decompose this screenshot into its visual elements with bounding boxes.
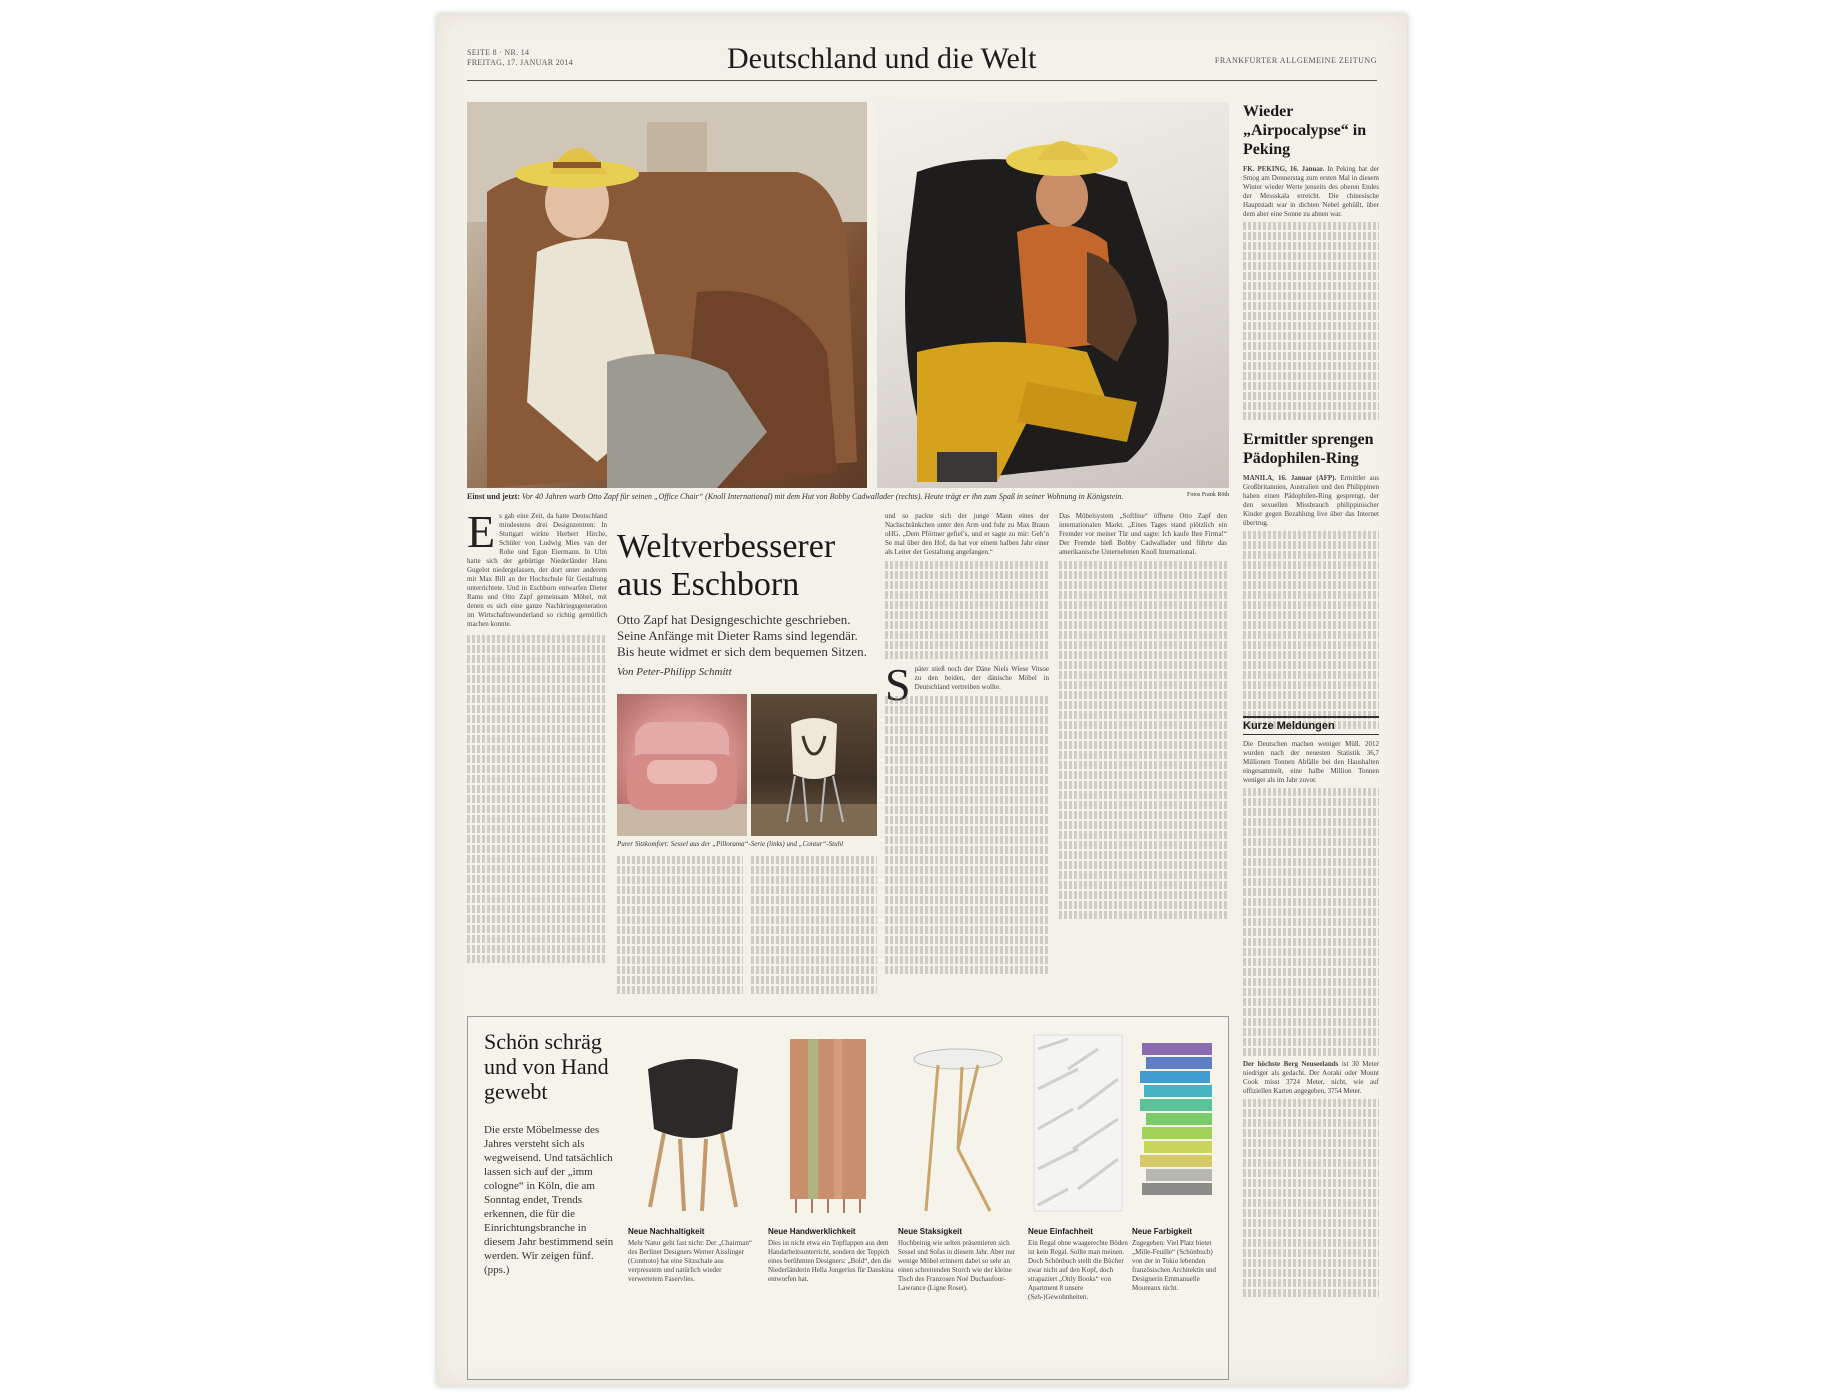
article-column-3 <box>751 856 877 1006</box>
short-news-header: Kurze Meldungen <box>1243 716 1379 735</box>
box-intro: Die erste Möbelmesse des Jahres versteht sich als wegweisend. Und tatsächlich lassen sich auf der „imm cologne“ in Köln, die am Sonntag endet, Trends erkennen, die für die Einrichtungsbranche in diesem Jahr bestimmend sein werden. Wir zeigen fünf. (pps.) <box>484 1124 614 1276</box>
section-title: Deutschland und die Welt <box>727 42 1037 75</box>
photo-contur-chair <box>751 694 877 836</box>
photo-otto-zapf-1970s <box>877 102 1229 488</box>
story-1-text: In Peking hat der Smog am Donnerstag zum ersten Mal in diesem Winter wieder Werte jenseits des oberen Endes der Messskala erreicht. Die chinesische Hauptstadt war in dichten Nebel gehüllt, über dem aber eine Sonne zu ahnen war. <box>1243 165 1380 218</box>
dateline-2: MANILA, 16. Januar (AFP). <box>1243 474 1337 482</box>
caption-lead: Einst und jetzt: <box>467 492 520 501</box>
photo-credit: Fotos Frank Röth <box>1186 492 1229 498</box>
box-title: Schön schräg und von Hand gewebt <box>484 1029 609 1104</box>
short-news-1: Die Deutschen machen weniger Müll. 2012 wurden nach der neuesten Statistik 36,7 Millionen Tonnen Abfälle bei den Haushalten eingesammelt, eine halbe Million Tonnen weniger als im Jahr zuvor. <box>1243 740 1379 784</box>
product-label-1: Neue Nachhaltigkeit <box>628 1227 705 1236</box>
short-news-column <box>1243 740 1379 1380</box>
dropcap: E <box>467 506 496 557</box>
issue-date: FREITAG, 17. JANUAR 2014 <box>467 58 573 67</box>
dateline-1: FK. PEKING, 16. Januar. <box>1243 165 1325 173</box>
article-column-1 <box>467 506 607 1012</box>
sidebar-headline-2: Ermittler sprengen Pädophilen-Ring <box>1243 431 1374 467</box>
photo-pillorama-chair <box>617 694 747 836</box>
page-info <box>467 48 573 68</box>
masthead-rule <box>467 80 1377 81</box>
article-body-start: s gab eine Zeit, da hatte Deutschland mindestens drei Designzentren: In Stuttgart wirkte Herbert Hirche, Schüler von Ludwig Mies van der Rohe und Egon Eiermann. In Ulm hatte sich der gebürtige Niederländer Hans Gugelot niedergelassen, der dort unter anderem mit Max Bill an der Hochschule für Gestaltung unterrichtete. Und in Eschborn entwarfen Dieter Rams und Otto Zapf gemeinsam Möbel, mit denen es sich eine ganze Nachkriegsgeneration im Wirtschaftswunderland so richtig gemütlich machen konnte. <box>467 512 607 628</box>
product-label-4: Neue Einfachheit <box>1028 1227 1093 1236</box>
sidebar-headline-1: Wieder „Airpocalypse“ in Peking <box>1243 103 1367 158</box>
article-continuation: und so packte sich der junge Mann eines der Nachschränkchen unter den Arm und fuhr zu Max Braun oHG. „Dem Pförtner gefiel’s, und er sagte zu mir: Geh’n Se mal über den Hof, da hat vor einem halben Jahr einer als Leiter der Gestaltung angefangen.“ <box>885 512 1049 556</box>
product-text-1: Mehr Natur geht fast nicht: Der „Chairman“ des Berliner Designers Werner Aisslinger (Conmoto) hat eine Sitzschale aus verpresstem und natürlich wieder verwertetem Faservlies. <box>628 1239 753 1283</box>
article-byline: Von Peter-Philipp Schmitt <box>617 666 732 678</box>
dropcap-2: S <box>885 659 911 710</box>
sidebar-story-2 <box>1243 474 1379 729</box>
sidebar-story-1 <box>1243 165 1379 420</box>
caption-text: Vor 40 Jahren warb Otto Zapf für seinen „Office Chair“ (Knoll International) mit dem Hut von Bobby Cadwallader (rechts). Heute trägt er ihn zum Spaß in seiner Wohnung in Königstein. <box>521 492 1124 501</box>
product-text-2: Dies ist nicht etwa ein Topflappen aus dem Handarbeitsunterricht, sondern der Teppich eines berühmten Designers: „Bold“, den die Niederländerin Hella Jongerius für Danskina entworfen hat. <box>768 1239 894 1283</box>
article-column-5 <box>1059 512 1227 1008</box>
article-subhead: Otto Zapf hat Designgeschichte geschrieben. Seine Anfänge mit Dieter Rams sind legendär. Bis heute widmet er sich dem bequemen Sitzen. <box>617 612 867 659</box>
product-label-5: Neue Farbigkeit <box>1132 1227 1193 1236</box>
article-section-3: Das Möbelsystem „Softline“ öffnete Otto Zapf den internationalen Markt. „Eines Tages stand plötzlich ein Fremder vor meiner Tür und sagte: Ich kaufe Ihre Firma!“ Der Fremde hieß Bobby Cadwallader und führte das amerikanische Unternehmen Knoll International. <box>1059 512 1227 556</box>
product-label-2: Neue Handwerklichkeit <box>768 1227 856 1236</box>
short-news-2-lead: Der höchste Berg Neuseelands <box>1243 1060 1339 1068</box>
photo-caption <box>467 492 1229 501</box>
article-column-4 <box>885 512 1049 1008</box>
product-text-5: Zugegeben: Viel Platz bietet „Mille-Feuille“ (Schönbuch) von der in Tokio lebenden französischen Architektin und Designerin Emmanuelle Moureaux nicht. <box>1132 1239 1216 1292</box>
short-news-2: ist 30 Meter niedriger als gedacht. Der Aoraki oder Mount Cook misst 3724 Meter, nicht, wie auf offiziellen Karten angegeben, 3754 Meter. <box>1243 1060 1380 1095</box>
inset-caption: Purer Sitzkomfort: Sessel aus der „Pillorama“-Serie (links) und „Contur“-Stuhl <box>617 840 844 848</box>
product-text-4: Ein Regal ohne waagerechte Böden ist kein Regal. Sollte man meinen. Doch Schönbuch stellt die Bücher zwar nicht auf den Kopf, doch strapaziert „Only Books“ von Apartment 8 unsere (Seh-)Gewohnheiten. <box>1028 1239 1128 1301</box>
headline-line-1: Weltverbesserer <box>617 528 836 565</box>
article-section-2: päter stieß noch der Däne Niels Wiese Vitsoe zu den beiden, der dänische Möbel in Deutschland vertreiben wollte. <box>914 665 1049 691</box>
photo-otto-zapf-today <box>467 102 867 488</box>
story-2-text: Ermittler aus Großbritannien, Australien und den Philippinen haben einen Pädophilen-Ring gesprengt, der den sexuellen Missbrauch philippinischer Kinder gegen Bezahlung live über das Internet übertrug. <box>1243 474 1380 527</box>
headline-line-2: aus Eschborn <box>617 566 800 603</box>
product-bold-rug <box>768 1029 888 1217</box>
product-only-books-shelf <box>1028 1029 1128 1217</box>
product-stork-table <box>898 1029 1018 1217</box>
article-column-2 <box>617 856 743 1006</box>
text-fill <box>467 635 607 963</box>
product-chairman-chair <box>628 1029 758 1217</box>
newspaper-name: FRANKFURTER ALLGEMEINE ZEITUNG <box>1214 56 1377 65</box>
newspaper-page <box>437 14 1407 1386</box>
product-mille-feuille <box>1132 1029 1226 1217</box>
article-headline <box>617 528 877 604</box>
page-number: SEITE 8 · NR. 14 <box>467 48 530 57</box>
trends-box <box>467 1016 1229 1380</box>
masthead <box>467 28 1377 78</box>
product-text-3: Hochbeinig wie selten präsentieren sich Sessel und Sofas in diesem Jahr. Aber nur wenige Möbel erinnern dabei so sehr an einen schreitenden Storch wie der kleine Tisch des Franzosen Noé Duchaufour-Lawrance (Ligne Roset). <box>898 1239 1016 1292</box>
sidebar <box>1243 102 1379 731</box>
product-label-3: Neue Staksigkeit <box>898 1227 963 1236</box>
